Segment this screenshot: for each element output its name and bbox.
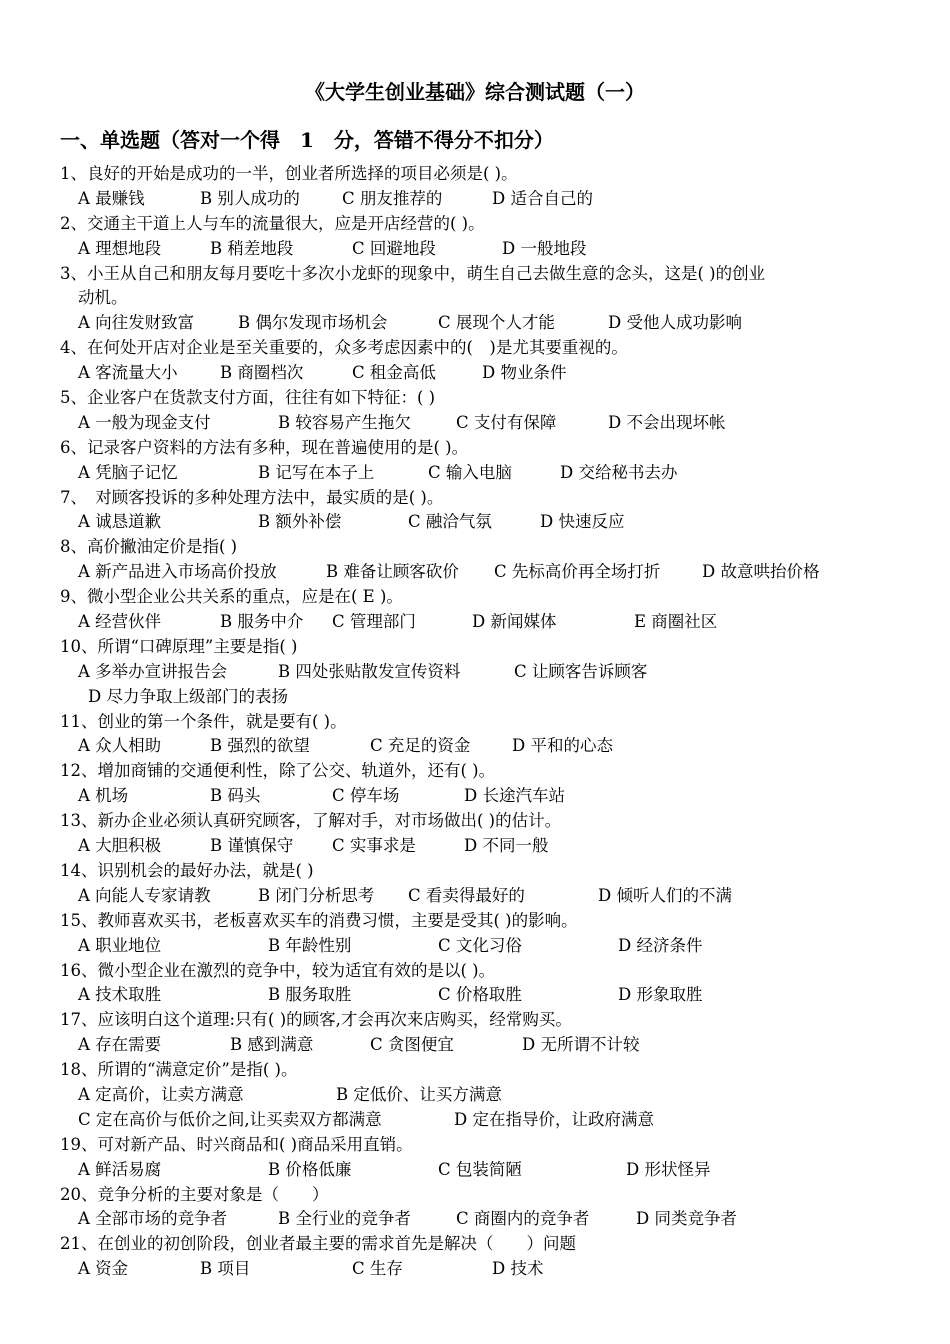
option-choice: A 最赚钱 xyxy=(78,188,145,208)
option-choice: B 全行业的竞争者 xyxy=(278,1209,411,1229)
option-choice: B 定低价、让买方满意 xyxy=(336,1084,502,1104)
question-text: 8、高价撇油定价是指( ) xyxy=(60,537,238,557)
option-choice: B 四处张贴散发宣传资料 xyxy=(278,661,461,681)
question-text: 4、在何处开店对企业是至关重要的，众多考虑因素中的( )是尤其要重视的。 xyxy=(60,338,628,358)
options-row xyxy=(60,1207,920,1232)
options-row xyxy=(60,361,920,386)
option-choice: A 理想地段 xyxy=(78,238,162,258)
option-choice: A 定高价，让卖方满意 xyxy=(78,1084,244,1104)
question-list xyxy=(60,162,920,1282)
question-text: 20、竞争分析的主要对象是（ ） xyxy=(60,1184,329,1204)
option-choice: A 向能人专家请教 xyxy=(78,885,211,905)
options-row xyxy=(60,411,920,436)
option-choice: D 形象取胜 xyxy=(618,985,703,1005)
option-choice: B 稍差地段 xyxy=(210,238,294,258)
question-text: 7、 对顾客投诉的多种处理方法中，最实质的是( )。 xyxy=(60,487,444,507)
options-row xyxy=(60,734,920,759)
option-choice: D 长途汽车站 xyxy=(464,786,565,806)
option-choice: D 一般地段 xyxy=(502,238,587,258)
question-text: 15、教师喜欢买书，老板喜欢买车的消费习惯，主要是受其( )的影响。 xyxy=(60,910,578,930)
option-choice: B 感到满意 xyxy=(230,1035,314,1055)
options-row xyxy=(60,983,920,1008)
option-choice: A 众人相助 xyxy=(78,736,162,756)
option-choice: D 故意哄抬价格 xyxy=(702,562,820,582)
option-choice: D 同类竞争者 xyxy=(636,1209,737,1229)
option-choice: B 记写在本子上 xyxy=(258,462,375,482)
option-choice: A 资金 xyxy=(78,1259,129,1279)
question-text: 16、微小型企业在激烈的竞争中，较为适宜有效的是以( )。 xyxy=(60,960,496,980)
option-choice: D 物业条件 xyxy=(482,363,567,383)
option-choice: C 租金高低 xyxy=(352,363,436,383)
options-row xyxy=(60,1257,920,1282)
option-choice: D 平和的心态 xyxy=(512,736,613,756)
option-choice: D 经济条件 xyxy=(618,935,703,955)
question-text: 5、企业客户在货款支付方面，往往有如下特征：( ) xyxy=(60,388,436,408)
options-row xyxy=(60,685,920,710)
document-title: 《大学生创业基础》综合测试题（一） xyxy=(305,80,645,104)
option-choice: A 经营伙伴 xyxy=(78,612,162,632)
option-choice: B 难备让顾客砍价 xyxy=(326,562,459,582)
option-choice: D 受他人成功影响 xyxy=(608,313,742,333)
question-text: 12、增加商铺的交通便利性，除了公交、轨道外，还有( )。 xyxy=(60,761,496,781)
question-text: 14、识别机会的最好办法，就是( ) xyxy=(60,860,314,880)
option-choice: A 新产品进入市场高价投放 xyxy=(78,562,277,582)
option-choice: B 闭门分析思考 xyxy=(258,885,375,905)
option-choice: C 朋友推荐的 xyxy=(342,188,443,208)
option-choice: A 技术取胜 xyxy=(78,985,162,1005)
question-text: 6、记录客户资料的方法有多种，现在普遍使用的是( )。 xyxy=(60,437,469,457)
option-choice: C 实事求是 xyxy=(332,836,416,856)
option-choice: D 定在指导价，让政府满意 xyxy=(454,1109,654,1129)
question-text: 2、交通主干道上人与车的流量很大，应是开店经营的( )。 xyxy=(60,213,485,233)
option-choice: C 商圈内的竞争者 xyxy=(456,1209,590,1229)
option-choice: C 先标高价再全场打折 xyxy=(494,562,661,582)
option-choice: C 文化习俗 xyxy=(438,935,522,955)
option-choice: C 价格取胜 xyxy=(438,985,522,1005)
option-choice: B 价格低廉 xyxy=(268,1159,352,1179)
option-choice: D 技术 xyxy=(492,1259,544,1279)
question-text-continued: 动机。 xyxy=(78,288,128,308)
options-row xyxy=(60,510,920,535)
option-choice: A 一般为现金支付 xyxy=(78,412,211,432)
option-choice: A 机场 xyxy=(78,786,129,806)
question-text: 1、良好的开始是成功的一半，创业者所选择的项目必须是( )。 xyxy=(60,164,518,183)
options-row xyxy=(60,1033,920,1058)
options-row xyxy=(60,560,920,585)
option-choice: B 额外补偿 xyxy=(258,512,342,532)
option-choice: B 码头 xyxy=(210,786,261,806)
option-choice: C 包装简陋 xyxy=(438,1159,522,1179)
option-choice: C 充足的资金 xyxy=(370,736,471,756)
option-choice: B 偶尔发现市场机会 xyxy=(238,313,388,333)
section-heading: 一、单选题（答对一个得 1 分，答错不得分不扣分） xyxy=(60,128,554,152)
option-choice: D 尽力争取上级部门的表扬 xyxy=(88,686,288,706)
option-choice: D 无所谓不计较 xyxy=(522,1035,640,1055)
option-choice: B 较容易产生拖欠 xyxy=(278,412,411,432)
question-text: 10、所谓“口碑原理”主要是指( ) xyxy=(60,636,298,656)
option-choice: B 强烈的欲望 xyxy=(210,736,310,756)
option-choice: C 定在高价与低价之间,让买卖双方都满意 xyxy=(78,1109,382,1129)
options-row xyxy=(60,461,920,486)
option-choice: C 支付有保障 xyxy=(456,412,557,432)
option-choice: C 展现个人才能 xyxy=(438,313,555,333)
option-choice: C 输入电脑 xyxy=(428,462,512,482)
question-text: 17、应该明白这个道理:只有( )的顾客,才会再次来店购买，经常购买。 xyxy=(60,1010,572,1030)
option-choice: A 全部市场的竞争者 xyxy=(78,1209,228,1229)
option-choice: C 停车场 xyxy=(332,786,400,806)
options-row xyxy=(60,784,920,809)
option-choice: B 项目 xyxy=(200,1259,251,1279)
option-choice: A 凭脑子记忆 xyxy=(78,462,178,482)
option-choice: D 不同一般 xyxy=(464,836,549,856)
option-choice: A 鲜活易腐 xyxy=(78,1159,162,1179)
option-choice: C 回避地段 xyxy=(352,238,436,258)
question-text: 3、小王从自己和朋友每月要吃十多次小龙虾的现象中，萌生自己去做生意的念头，这是( )的创业 xyxy=(60,263,766,283)
option-choice: C 融洽气氛 xyxy=(408,512,492,532)
question-text: 21、在创业的初创阶段，创业者最主要的需求首先是解决（ ）问题 xyxy=(60,1234,576,1254)
option-choice: C 让顾客告诉顾客 xyxy=(514,661,648,681)
question-text: 9、微小型企业公共关系的重点，应是在( E )。 xyxy=(60,587,403,607)
option-choice: A 职业地位 xyxy=(78,935,162,955)
option-choice: C 贪图便宜 xyxy=(370,1035,454,1055)
option-choice: D 倾听人们的不满 xyxy=(598,885,732,905)
option-choice: D 适合自己的 xyxy=(492,188,593,208)
option-choice: D 快速反应 xyxy=(540,512,625,532)
option-choice: B 谨慎保守 xyxy=(210,836,294,856)
option-choice: B 服务取胜 xyxy=(268,985,352,1005)
question-text: 11、创业的第一个条件，就是要有( )。 xyxy=(60,711,347,731)
option-choice: B 商圈档次 xyxy=(220,363,304,383)
question-text: 18、所谓的“满意定价”是指( )。 xyxy=(60,1060,298,1080)
option-choice: C 管理部门 xyxy=(332,612,416,632)
question-text: 19、可对新产品、时兴商品和( )商品采用直销。 xyxy=(60,1134,413,1154)
option-choice: A 诚恳道歉 xyxy=(78,512,162,532)
option-choice: B 年龄性别 xyxy=(268,935,352,955)
option-choice: C 看卖得最好的 xyxy=(408,885,525,905)
option-choice: D 形状怪异 xyxy=(626,1159,711,1179)
option-choice: B 别人成功的 xyxy=(200,188,300,208)
options-row xyxy=(60,610,920,635)
option-choice: D 交给秘书去办 xyxy=(560,462,678,482)
option-choice: B 服务中介 xyxy=(220,612,304,632)
options-row xyxy=(60,934,920,959)
options-row xyxy=(60,311,920,336)
option-choice: C 生存 xyxy=(352,1259,403,1279)
options-row xyxy=(60,237,920,262)
options-row xyxy=(60,187,920,212)
option-choice: D 不会出现坏帐 xyxy=(608,412,726,432)
option-choice: A 多举办宣讲报告会 xyxy=(78,661,228,681)
options-row xyxy=(60,1108,920,1133)
option-choice: A 向往发财致富 xyxy=(78,313,195,333)
option-choice: E 商圈社区 xyxy=(634,612,718,632)
option-choice: D 新闻媒体 xyxy=(472,612,557,632)
option-choice: A 存在需要 xyxy=(78,1035,162,1055)
question-text: 13、新办企业必须认真研究顾客，了解对手，对市场做出( )的估计。 xyxy=(60,811,562,831)
options-row xyxy=(60,834,920,859)
options-row xyxy=(60,884,920,909)
options-row xyxy=(60,660,920,685)
option-choice: A 客流量大小 xyxy=(78,363,178,383)
options-row xyxy=(60,1083,920,1108)
option-choice: A 大胆积极 xyxy=(78,836,162,856)
options-row xyxy=(60,1158,920,1183)
